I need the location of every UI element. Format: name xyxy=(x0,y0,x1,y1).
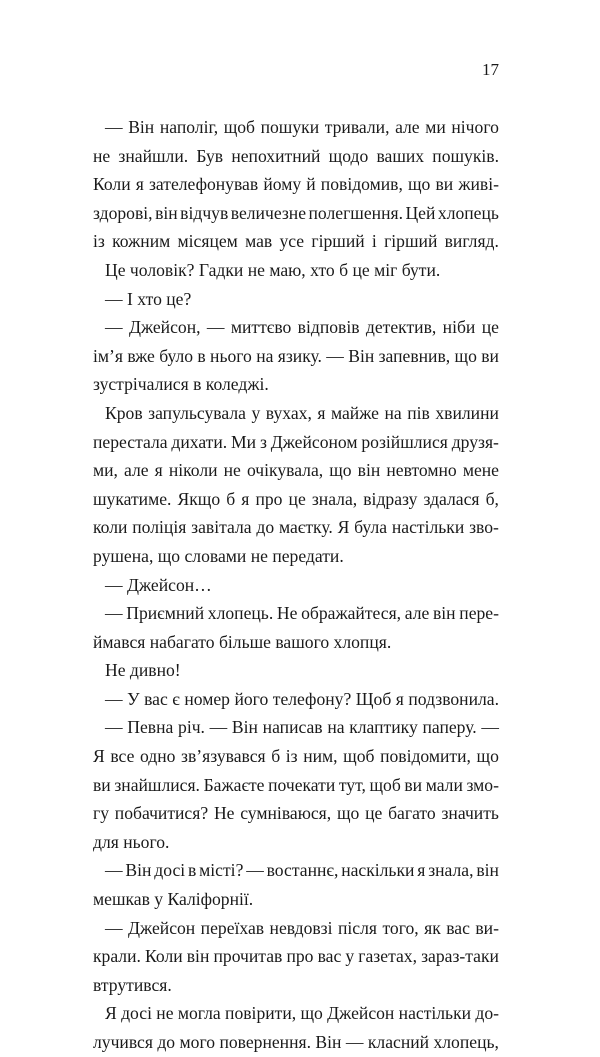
text-line: не знайшли. Був непохитний щодо ваших пошуків. xyxy=(93,145,499,166)
text-line: коли поліція завітала до маєтку. Я була настільки зво- xyxy=(93,517,499,538)
text-line: Це чоловік? Гадки не маю, хто б це міг бути. xyxy=(105,259,441,280)
text-line: — Він досі в місті? — востаннє, наскільки я знала, він xyxy=(105,860,499,881)
text-line: — Джейсон переїхав невдовзі після того, як вас ви- xyxy=(105,917,499,938)
text-line: Не дивно! xyxy=(105,660,181,681)
text-line: Коли я зателефонував йому й повідомив, що ви живі- xyxy=(93,174,499,195)
text-line: перестала дихати. Ми з Джейсоном розійшлися друзя- xyxy=(93,431,499,452)
text-line: мешкав у Каліфорнії. xyxy=(93,889,254,910)
text-line: — Приємний хлопець. Не ображайтеся, але він пере- xyxy=(105,603,499,624)
text-line: зустрічалися в коледжі. xyxy=(93,374,269,395)
body-text xyxy=(93,113,499,1057)
text-line: ви знайшлися. Бажаєте почекати тут, щоб ви мали змо- xyxy=(93,774,499,795)
text-line: для нього. xyxy=(93,831,170,852)
text-line: втрутився. xyxy=(93,974,172,995)
text-line: — У вас є номер його телефону? Щоб я подзвонила. xyxy=(105,688,499,709)
text-line: шукатиме. Якщо б я про це знала, відразу здалася б, xyxy=(93,488,499,509)
text-line: — Певна річ. — Він написав на клаптику паперу. — xyxy=(105,717,499,738)
text-line: Я досі не могла повірити, що Джейсон настільки до- xyxy=(105,1003,499,1024)
text-line: — Джейсон… xyxy=(105,574,212,595)
text-line: — Джейсон, — миттєво відповів детектив, ніби це xyxy=(105,317,499,338)
text-line: із кожним місяцем мав усе гірший і гірший вигляд. xyxy=(93,231,499,252)
text-line: ім’я вже було в нього на язику. — Він запевнив, що ви xyxy=(93,345,499,366)
text-line: рушена, що словами не передати. xyxy=(93,545,344,566)
text-line: ми, але я ніколи не очікувала, що він невтомно мене xyxy=(93,460,499,481)
text-line: здорові, він відчув величезне полегшення. Цей хлопець xyxy=(93,202,499,223)
text-line: гу побачитися? Не сумніваюся, що це багато значить xyxy=(93,803,499,824)
text-line: крали. Коли він прочитав про вас у газетах, зараз-таки xyxy=(93,946,499,967)
text-line: лучився до мого повернення. Він — класний хлопець, xyxy=(93,1032,499,1052)
text-line: Кров запульсувала у вухах, я майже на пів хвилини xyxy=(105,402,499,423)
text-line: Я все одно зв’язувався б із ним, щоб повідомити, що xyxy=(93,746,499,767)
text-line: — І хто це? xyxy=(105,288,192,309)
text-line: ймався набагато більше вашого хлопця. xyxy=(93,631,392,652)
text-line: — Він наполіг, щоб пошуки тривали, але ми нічого xyxy=(105,117,499,137)
page-number: 17 xyxy=(482,60,499,79)
